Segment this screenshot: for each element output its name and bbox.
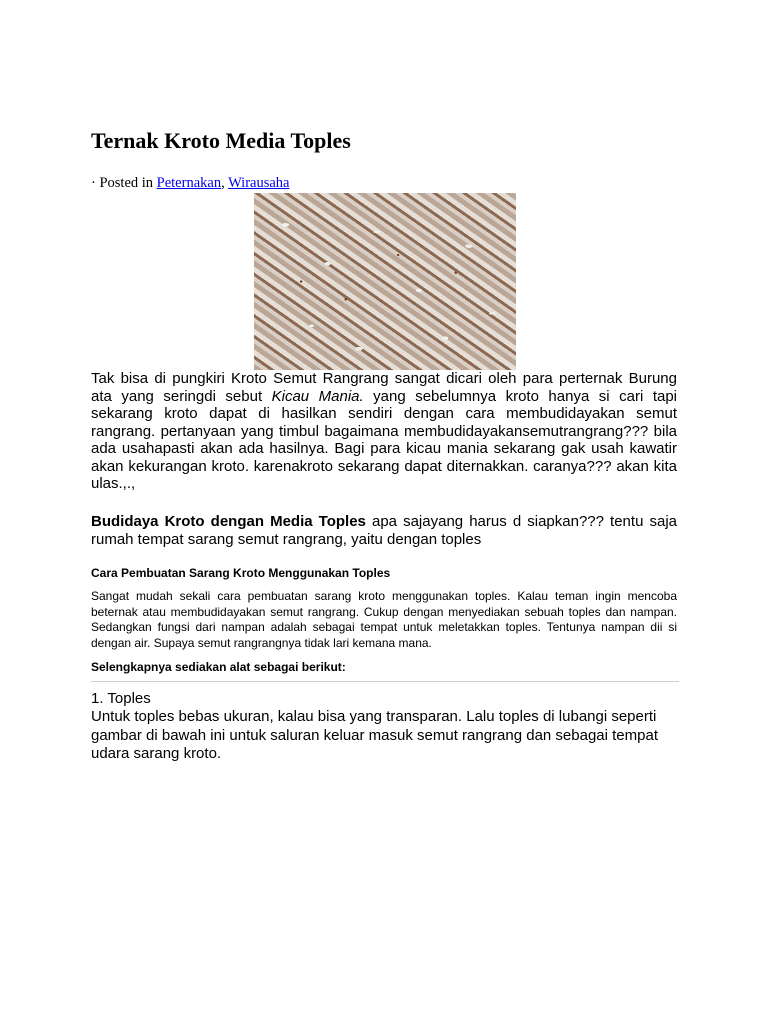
intro-paragraph [91,370,677,493]
article-title: Ternak Kroto Media Toples [91,128,351,153]
list-item-text: Untuk toples bebas ukuran, kalau bisa yang transparan. Lalu toples di lubangi seperti gambar di bawah ini untuk saluran keluar masuk semut rangrang dan sebagai tempat udara sarang kroto. [91,708,658,762]
tools-subheading: Selengkapnya sediakan alat sebagai berikut: [91,660,346,674]
method-paragraph: Sangat mudah sekali cara pembuatan sarang kroto menggunakan toples. Kalau teman ingin mencoba beternak atau membudidayakan semut rangrang. Cukup dengan menyediakan sebuah toples dan nampan. Sedangkan fungsi dari nampan adalah sebagai tempat untuk meletakkan toples. Tentunya nampan dii si dengan air. Supaya semut rangrangnya tidak lari kemana mana. [91,589,677,650]
intro-text-1: Tak bisa di pungkiri Kroto Semut Rangrang sangat dicari oleh para perternak Burung ata yang seringdi sebut [91,370,677,405]
post-meta [91,175,290,192]
divider [91,681,679,682]
section-intro-paragraph [91,513,677,548]
section-intro-bold: Budidaya Kroto dengan Media Toples [91,513,366,530]
section-heading: Cara Pembuatan Sarang Kroto Menggunakan Toples [91,566,391,580]
category-separator: , [221,175,229,191]
intro-text-2: yang sebelumnya kroto hanya si cari tapi sekarang kroto dapat di hasilkan sendiri dengan cara membudidayakan semut rangrang. pertanyaan yang timbul bagaimana membudidayakansemutrangrang??? bila ada usahapasti akan ada hasilnya. Bagi para kicau mania sekarang gak usah kawatir akan kekurangan kroto. karenakroto sekarang dapat diternakkan. caranya??? akan kita ulas.,., [91,387,677,492]
category-link-peternakan[interactable]: Peternakan [156,175,222,191]
intro-emphasis: Kicau Mania. [271,387,364,405]
kroto-photo [254,193,516,370]
category-link-wirausaha[interactable]: Wirausaha [228,175,290,191]
posted-in-label: · Posted in [91,175,157,191]
section-intro-text: apa sajayang harus d siapkan??? tentu saja rumah tempat sarang semut rangrang, yaitu dengan toples [91,513,678,548]
list-item-title: 1. Toples [91,690,151,707]
